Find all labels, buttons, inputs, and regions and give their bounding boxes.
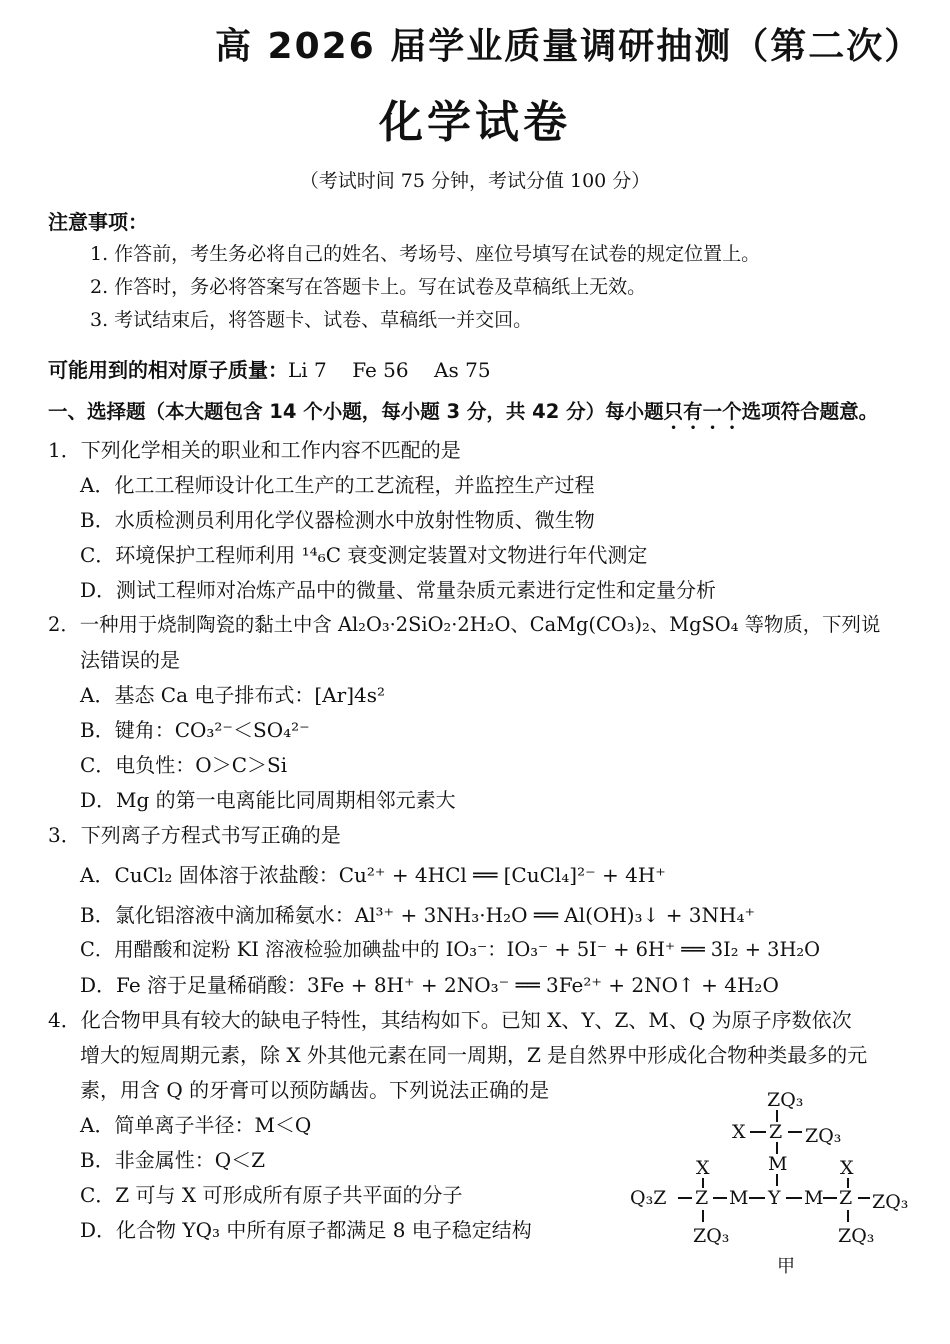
top-zq3-label: ZQ₃ bbox=[767, 1089, 804, 1111]
option-d: D．化合物 YQ₃ 中所有原子都满足 8 电子稳定结构 bbox=[80, 1218, 532, 1242]
exam-header-line: 高 2026 届学业质量调研抽测（第二次） bbox=[215, 26, 923, 67]
atomic-masses-label: 可能用到的相对原子质量： bbox=[48, 358, 288, 382]
top-x-label: X bbox=[732, 1121, 746, 1143]
left-x-label: X bbox=[696, 1157, 710, 1179]
section-heading-emphasis: 只有一个 bbox=[663, 400, 742, 423]
atomic-masses bbox=[48, 354, 491, 383]
notice-item: 3. 考试结束后，将答题卡、试卷、草稿纸一并交回。 bbox=[90, 309, 533, 331]
right-bottom-zq3-label: ZQ₃ bbox=[838, 1225, 875, 1247]
option-a: A．CuCl₂ 固体溶于浓盐酸：Cu²⁺ + 4HCl ══ [CuCl₄]²⁻ + 4H⁺ bbox=[80, 863, 666, 887]
top-m-label: M bbox=[768, 1153, 788, 1175]
right-z-label: Z bbox=[839, 1187, 853, 1209]
option-b: B．氯化铝溶液中滴加稀氨水：Al³⁺ + 3NH₃·H₂O ══ Al(OH)₃↓ + 3NH₄⁺ bbox=[80, 903, 756, 927]
left-bottom-zq3-label: ZQ₃ bbox=[693, 1225, 730, 1247]
structure-diagram bbox=[620, 1080, 920, 1280]
question-stem: 4．化合物甲具有较大的缺电子特性，其结构如下。已知 X、Y、Z、M、Q 为原子序数依次 bbox=[48, 1008, 852, 1032]
option-c: C．环境保护工程师利用 ¹⁴₆C 衰变测定装置对文物进行年代测定 bbox=[80, 543, 648, 567]
option-d: D．Fe 溶于足量稀硝酸：3Fe + 8H⁺ + 2NO₃⁻ ══ 3Fe²⁺ + 2NO↑ + 4H₂O bbox=[80, 973, 779, 997]
question-stem-cont: 素，用含 Q 的牙膏可以预防龋齿。下列说法正确的是 bbox=[80, 1078, 550, 1102]
right-m-label: M bbox=[804, 1187, 824, 1209]
option-c: C．电负性：O＞C＞Si bbox=[80, 753, 288, 777]
right-x-label: X bbox=[840, 1157, 854, 1179]
question-stem: 2．一种用于烧制陶瓷的黏土中含 Al₂O₃·2SiO₂·2H₂O、CaMg(CO₃)₂、MgSO₄ 等物质，下列说 bbox=[48, 613, 881, 636]
left-z-label: Z bbox=[695, 1187, 709, 1209]
option-a: A．化工工程师设计化工生产的工艺流程，并监控生产过程 bbox=[80, 473, 595, 497]
center-y-label: Y bbox=[768, 1187, 781, 1209]
section-heading-end: 选项符合题意。 bbox=[741, 400, 879, 423]
notice-item: 2. 作答时，务必将答案写在答题卡上。写在试卷及草稿纸上无效。 bbox=[90, 276, 647, 298]
option-b: B．键角：CO₃²⁻＜SO₄²⁻ bbox=[80, 718, 310, 742]
option-c: C．Z 可与 X 可形成所有原子共平面的分子 bbox=[80, 1183, 463, 1207]
exam-subtitle: （考试时间 75 分钟，考试分值 100 分） bbox=[299, 170, 651, 192]
question-stem: 3．下列离子方程式书写正确的是 bbox=[48, 823, 341, 847]
option-d: D．Mg 的第一电离能比同周期相邻元素大 bbox=[80, 788, 456, 812]
top-z-label: Z bbox=[769, 1121, 783, 1143]
right-zq3-label: ZQ₃ bbox=[872, 1191, 909, 1213]
left-q3z-label: Q₃Z bbox=[630, 1187, 667, 1209]
option-b: B．非金属性：Q＜Z bbox=[80, 1148, 265, 1172]
atomic-masses-values: Li 7 Fe 56 As 75 bbox=[288, 358, 491, 382]
option-a: A．简单离子半径：M＜Q bbox=[80, 1113, 312, 1137]
notice-item: 1. 作答前，考生务必将自己的姓名、考场号、座位号填写在试卷的规定位置上。 bbox=[90, 243, 761, 265]
question-stem-cont: 增大的短周期元素，除 X 外其他元素在同一周期，Z 是自然界中形成化合物种类最多的元 bbox=[80, 1043, 868, 1067]
option-b: B．水质检测员利用化学仪器检测水中放射性物质、微生物 bbox=[80, 508, 595, 532]
section-heading bbox=[48, 396, 878, 434]
option-d: D．测试工程师对冶炼产品中的微量、常量杂质元素进行定性和定量分析 bbox=[80, 578, 717, 602]
section-heading-main: 一、选择题（本大题包含 14 个小题，每小题 3 分，共 42 分）每小题 bbox=[48, 400, 664, 423]
left-m-label: M bbox=[729, 1187, 749, 1209]
structure-caption: 甲 bbox=[777, 1256, 795, 1277]
exam-title: 化学试卷 bbox=[379, 97, 571, 148]
question-stem: 1．下列化学相关的职业和工作内容不匹配的是 bbox=[48, 438, 461, 462]
question-stem-cont: 法错误的是 bbox=[80, 648, 180, 672]
option-a: A．基态 Ca 电子排布式：[Ar]4s² bbox=[80, 683, 385, 707]
option-c: C．用醋酸和淀粉 KI 溶液检验加碘盐中的 IO₃⁻：IO₃⁻ + 5I⁻ + 6H⁺ ══ 3I₂ + 3H₂O bbox=[80, 938, 821, 961]
notice-heading: 注意事项： bbox=[48, 210, 148, 234]
top-right-zq3-label: ZQ₃ bbox=[805, 1125, 842, 1147]
